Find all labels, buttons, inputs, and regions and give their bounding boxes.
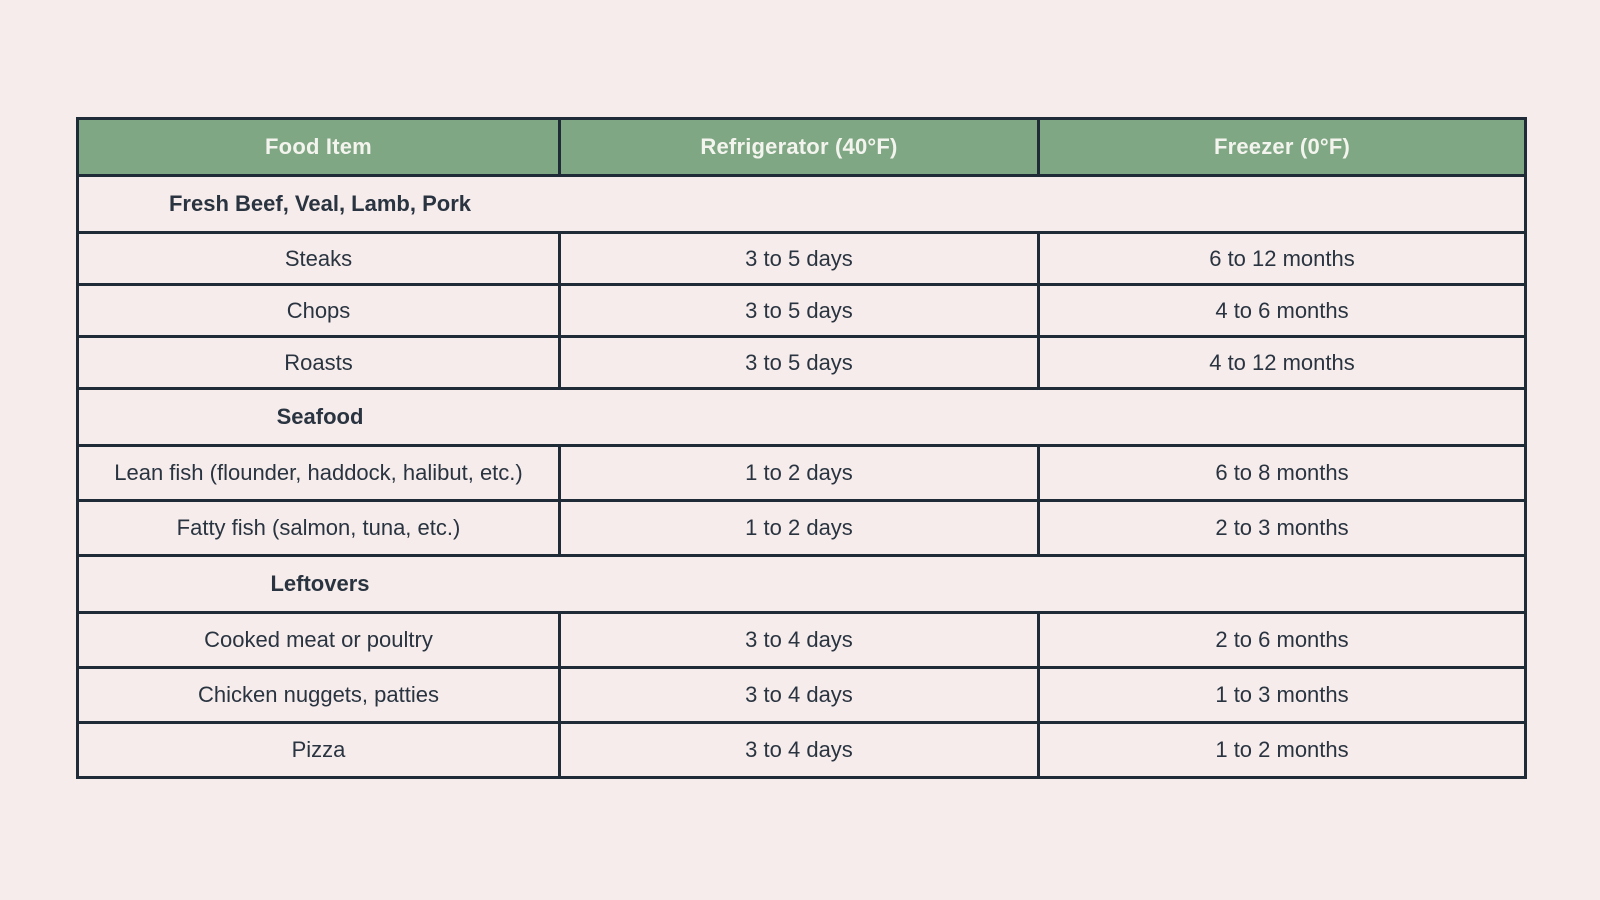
refrigerator-cell: 1 to 2 days xyxy=(560,501,1039,556)
header-refrigerator: Refrigerator (40°F) xyxy=(560,119,1039,176)
freezer-cell: 2 to 3 months xyxy=(1039,501,1526,556)
table-row xyxy=(78,446,1526,501)
food-item-cell: Chops xyxy=(78,285,560,337)
table-body xyxy=(78,176,1526,778)
table-row xyxy=(78,668,1526,723)
header-food-item: Food Item xyxy=(78,119,560,176)
section-title: Leftovers xyxy=(270,571,370,596)
food-item-cell: Steaks xyxy=(78,233,560,285)
refrigerator-cell: 3 to 5 days xyxy=(560,337,1039,389)
section-row-beef xyxy=(78,176,1526,233)
refrigerator-cell: 3 to 4 days xyxy=(560,668,1039,723)
table-row xyxy=(78,501,1526,556)
table-row xyxy=(78,233,1526,285)
food-storage-table xyxy=(76,117,1527,779)
food-item-cell: Lean fish (flounder, haddock, halibut, etc.) xyxy=(78,446,560,501)
table-row xyxy=(78,337,1526,389)
freezer-cell: 1 to 3 months xyxy=(1039,668,1526,723)
food-item-cell: Fatty fish (salmon, tuna, etc.) xyxy=(78,501,560,556)
header-row xyxy=(78,119,1526,176)
food-item-cell: Cooked meat or poultry xyxy=(78,613,560,668)
refrigerator-cell: 3 to 5 days xyxy=(560,285,1039,337)
freezer-cell: 6 to 12 months xyxy=(1039,233,1526,285)
section-title: Fresh Beef, Veal, Lamb, Pork xyxy=(168,191,471,216)
section-title: Seafood xyxy=(276,404,364,429)
section-row-seafood xyxy=(78,389,1526,446)
freezer-cell: 6 to 8 months xyxy=(1039,446,1526,501)
header-freezer: Freezer (0°F) xyxy=(1039,119,1526,176)
refrigerator-cell: 1 to 2 days xyxy=(560,446,1039,501)
refrigerator-cell: 3 to 5 days xyxy=(560,233,1039,285)
section-row-leftovers xyxy=(78,556,1526,613)
food-item-cell: Chicken nuggets, patties xyxy=(78,668,560,723)
table-header xyxy=(78,119,1526,176)
freezer-cell: 1 to 2 months xyxy=(1039,723,1526,778)
food-item-cell: Pizza xyxy=(78,723,560,778)
table-row xyxy=(78,723,1526,778)
table-row xyxy=(78,285,1526,337)
refrigerator-cell: 3 to 4 days xyxy=(560,723,1039,778)
freezer-cell: 2 to 6 months xyxy=(1039,613,1526,668)
refrigerator-cell: 3 to 4 days xyxy=(560,613,1039,668)
freezer-cell: 4 to 6 months xyxy=(1039,285,1526,337)
food-item-cell: Roasts xyxy=(78,337,560,389)
table-row xyxy=(78,613,1526,668)
freezer-cell: 4 to 12 months xyxy=(1039,337,1526,389)
